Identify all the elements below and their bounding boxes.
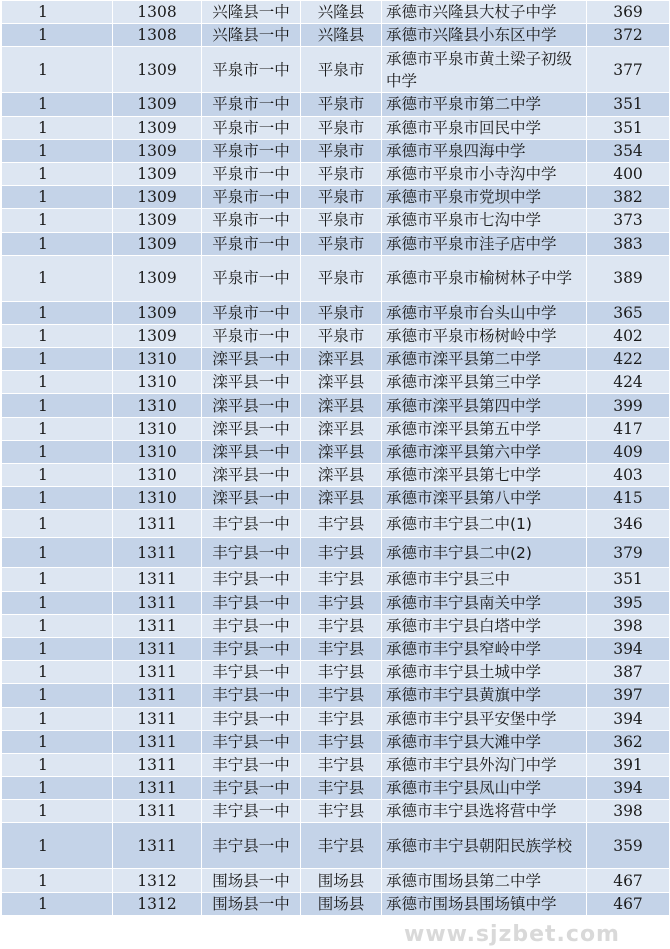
source-school-cell: 承德市滦平县第三中学 — [382, 371, 587, 394]
target-school-cell: 围场县一中 — [202, 869, 301, 892]
table-row — [2, 892, 670, 915]
source-school-cell: 承德市丰宁县外沟门中学 — [382, 753, 587, 776]
school-code-cell: 1309 — [113, 47, 202, 93]
quota-cell: 1 — [2, 116, 113, 139]
district-cell: 丰宁县 — [301, 510, 382, 538]
district-cell: 平泉市 — [301, 255, 382, 301]
school-code-cell: 1309 — [113, 139, 202, 162]
district-cell: 丰宁县 — [301, 800, 382, 823]
district-cell: 丰宁县 — [301, 637, 382, 660]
quota-cell: 1 — [2, 417, 113, 440]
table-row — [2, 232, 670, 255]
school-code-cell: 1311 — [113, 777, 202, 800]
district-cell: 滦平县 — [301, 440, 382, 463]
district-cell: 丰宁县 — [301, 753, 382, 776]
score-cell: 359 — [587, 823, 670, 869]
score-cell: 387 — [587, 661, 670, 684]
school-code-cell: 1311 — [113, 684, 202, 707]
district-cell: 平泉市 — [301, 93, 382, 116]
score-cell: 372 — [587, 24, 670, 47]
district-cell: 滦平县 — [301, 348, 382, 371]
quota-cell: 1 — [2, 162, 113, 185]
table-row — [2, 777, 670, 800]
source-school-cell: 承德市丰宁县选将营中学 — [382, 800, 587, 823]
quota-cell: 1 — [2, 209, 113, 232]
table-row — [2, 730, 670, 753]
target-school-cell: 滦平县一中 — [202, 348, 301, 371]
school-code-cell: 1311 — [113, 800, 202, 823]
source-school-cell: 承德市兴隆县大杖子中学 — [382, 1, 587, 24]
school-code-cell: 1310 — [113, 348, 202, 371]
score-cell: 394 — [587, 777, 670, 800]
target-school-cell: 平泉市一中 — [202, 232, 301, 255]
source-school-cell: 承德市丰宁县南关中学 — [382, 591, 587, 614]
table-row — [2, 1, 670, 24]
district-cell: 滦平县 — [301, 464, 382, 487]
quota-cell: 1 — [2, 47, 113, 93]
table-row — [2, 24, 670, 47]
score-cell: 399 — [587, 394, 670, 417]
source-school-cell: 承德市平泉市黄土梁子初级中学 — [382, 47, 587, 93]
target-school-cell: 丰宁县一中 — [202, 800, 301, 823]
district-cell: 丰宁县 — [301, 684, 382, 707]
table-row — [2, 417, 670, 440]
source-school-cell: 承德市丰宁县朝阳民族学校 — [382, 823, 587, 869]
quota-cell: 1 — [2, 93, 113, 116]
target-school-cell: 滦平县一中 — [202, 464, 301, 487]
table-row — [2, 464, 670, 487]
score-cell: 424 — [587, 371, 670, 394]
school-code-cell: 1311 — [113, 614, 202, 637]
source-school-cell: 承德市平泉市党坝中学 — [382, 186, 587, 209]
district-cell: 平泉市 — [301, 324, 382, 347]
target-school-cell: 平泉市一中 — [202, 255, 301, 301]
quota-cell: 1 — [2, 510, 113, 538]
district-cell: 滦平县 — [301, 394, 382, 417]
table-row — [2, 162, 670, 185]
school-code-cell: 1311 — [113, 538, 202, 568]
score-cell: 397 — [587, 684, 670, 707]
source-school-cell: 承德市丰宁县黄旗中学 — [382, 684, 587, 707]
site-watermark: www.sjzbet.com — [404, 922, 620, 947]
target-school-cell: 平泉市一中 — [202, 93, 301, 116]
source-school-cell: 承德市平泉市七沟中学 — [382, 209, 587, 232]
target-school-cell: 平泉市一中 — [202, 301, 301, 324]
source-school-cell: 承德市丰宁县二中(1) — [382, 510, 587, 538]
target-school-cell: 丰宁县一中 — [202, 591, 301, 614]
table-row — [2, 568, 670, 591]
district-cell: 丰宁县 — [301, 614, 382, 637]
score-cell: 422 — [587, 348, 670, 371]
source-school-cell: 承德市丰宁县凤山中学 — [382, 777, 587, 800]
score-cell: 379 — [587, 538, 670, 568]
score-cell: 377 — [587, 47, 670, 93]
target-school-cell: 围场县一中 — [202, 892, 301, 915]
source-school-cell: 承德市平泉市回民中学 — [382, 116, 587, 139]
school-code-cell: 1311 — [113, 568, 202, 591]
quota-cell: 1 — [2, 800, 113, 823]
score-cell: 373 — [587, 209, 670, 232]
score-cell: 382 — [587, 186, 670, 209]
target-school-cell: 滦平县一中 — [202, 417, 301, 440]
table-row — [2, 394, 670, 417]
source-school-cell: 承德市平泉市杨树岭中学 — [382, 324, 587, 347]
quota-cell: 1 — [2, 394, 113, 417]
table-row — [2, 186, 670, 209]
table-row — [2, 139, 670, 162]
table-row — [2, 371, 670, 394]
target-school-cell: 丰宁县一中 — [202, 684, 301, 707]
quota-cell: 1 — [2, 661, 113, 684]
source-school-cell: 承德市兴隆县小东区中学 — [382, 24, 587, 47]
target-school-cell: 平泉市一中 — [202, 324, 301, 347]
quota-cell: 1 — [2, 487, 113, 510]
school-code-cell: 1311 — [113, 510, 202, 538]
school-code-cell: 1309 — [113, 162, 202, 185]
school-code-cell: 1310 — [113, 417, 202, 440]
target-school-cell: 平泉市一中 — [202, 209, 301, 232]
school-code-cell: 1309 — [113, 209, 202, 232]
table-body — [2, 1, 670, 916]
district-cell: 丰宁县 — [301, 823, 382, 869]
score-cell: 400 — [587, 162, 670, 185]
district-cell: 丰宁县 — [301, 661, 382, 684]
score-cell: 346 — [587, 510, 670, 538]
score-cell: 402 — [587, 324, 670, 347]
school-code-cell: 1311 — [113, 753, 202, 776]
district-cell: 兴隆县 — [301, 1, 382, 24]
source-school-cell: 承德市丰宁县窄岭中学 — [382, 637, 587, 660]
quota-cell: 1 — [2, 464, 113, 487]
score-cell: 395 — [587, 591, 670, 614]
target-school-cell: 平泉市一中 — [202, 116, 301, 139]
school-code-cell: 1309 — [113, 116, 202, 139]
target-school-cell: 滦平县一中 — [202, 371, 301, 394]
source-school-cell: 承德市平泉市台头山中学 — [382, 301, 587, 324]
score-cell: 362 — [587, 730, 670, 753]
score-cell: 403 — [587, 464, 670, 487]
target-school-cell: 丰宁县一中 — [202, 730, 301, 753]
school-code-cell: 1311 — [113, 637, 202, 660]
score-cell: 398 — [587, 614, 670, 637]
school-code-cell: 1311 — [113, 591, 202, 614]
source-school-cell: 承德市丰宁县大滩中学 — [382, 730, 587, 753]
score-cell: 415 — [587, 487, 670, 510]
score-cell: 351 — [587, 116, 670, 139]
score-cell: 351 — [587, 93, 670, 116]
source-school-cell: 承德市滦平县第四中学 — [382, 394, 587, 417]
district-cell: 围场县 — [301, 892, 382, 915]
district-cell: 丰宁县 — [301, 707, 382, 730]
source-school-cell: 承德市丰宁县白塔中学 — [382, 614, 587, 637]
school-code-cell: 1308 — [113, 1, 202, 24]
target-school-cell: 丰宁县一中 — [202, 614, 301, 637]
target-school-cell: 平泉市一中 — [202, 186, 301, 209]
source-school-cell: 承德市平泉市小寺沟中学 — [382, 162, 587, 185]
target-school-cell: 丰宁县一中 — [202, 637, 301, 660]
target-school-cell: 丰宁县一中 — [202, 538, 301, 568]
district-cell: 兴隆县 — [301, 24, 382, 47]
source-school-cell: 承德市滦平县第六中学 — [382, 440, 587, 463]
quota-cell: 1 — [2, 24, 113, 47]
source-school-cell: 承德市滦平县第八中学 — [382, 487, 587, 510]
target-school-cell: 丰宁县一中 — [202, 510, 301, 538]
quota-cell: 1 — [2, 707, 113, 730]
score-cell: 389 — [587, 255, 670, 301]
district-cell: 滦平县 — [301, 417, 382, 440]
district-cell: 丰宁县 — [301, 777, 382, 800]
table-row — [2, 255, 670, 301]
table-row — [2, 47, 670, 93]
district-cell: 丰宁县 — [301, 568, 382, 591]
school-code-cell: 1309 — [113, 186, 202, 209]
school-code-cell: 1312 — [113, 869, 202, 892]
quota-cell: 1 — [2, 823, 113, 869]
source-school-cell: 承德市丰宁县平安堡中学 — [382, 707, 587, 730]
school-code-cell: 1309 — [113, 232, 202, 255]
target-school-cell: 丰宁县一中 — [202, 823, 301, 869]
quota-cell: 1 — [2, 892, 113, 915]
quota-cell: 1 — [2, 232, 113, 255]
quota-cell: 1 — [2, 753, 113, 776]
target-school-cell: 兴隆县一中 — [202, 24, 301, 47]
target-school-cell: 丰宁县一中 — [202, 568, 301, 591]
target-school-cell: 滦平县一中 — [202, 440, 301, 463]
table-row — [2, 800, 670, 823]
quota-cell: 1 — [2, 255, 113, 301]
source-school-cell: 承德市丰宁县二中(2) — [382, 538, 587, 568]
score-cell: 394 — [587, 707, 670, 730]
table-row — [2, 440, 670, 463]
quota-cell: 1 — [2, 538, 113, 568]
quota-cell: 1 — [2, 777, 113, 800]
table-row — [2, 707, 670, 730]
table-row — [2, 637, 670, 660]
score-cell: 391 — [587, 753, 670, 776]
source-school-cell: 承德市围场县第二中学 — [382, 869, 587, 892]
quota-cell: 1 — [2, 139, 113, 162]
school-code-cell: 1309 — [113, 255, 202, 301]
score-cell: 417 — [587, 417, 670, 440]
school-code-cell: 1309 — [113, 324, 202, 347]
quota-cell: 1 — [2, 348, 113, 371]
table-row — [2, 538, 670, 568]
table-row — [2, 753, 670, 776]
district-cell: 丰宁县 — [301, 730, 382, 753]
district-cell: 平泉市 — [301, 47, 382, 93]
quota-cell: 1 — [2, 186, 113, 209]
school-code-cell: 1310 — [113, 394, 202, 417]
table-row — [2, 869, 670, 892]
table-row — [2, 591, 670, 614]
quota-cell: 1 — [2, 568, 113, 591]
school-code-cell: 1308 — [113, 24, 202, 47]
quota-cell: 1 — [2, 371, 113, 394]
table-row — [2, 684, 670, 707]
school-code-cell: 1311 — [113, 823, 202, 869]
table-row — [2, 614, 670, 637]
district-cell: 滦平县 — [301, 371, 382, 394]
district-cell: 平泉市 — [301, 232, 382, 255]
source-school-cell: 承德市丰宁县土城中学 — [382, 661, 587, 684]
school-code-cell: 1311 — [113, 707, 202, 730]
target-school-cell: 丰宁县一中 — [202, 661, 301, 684]
table-row — [2, 324, 670, 347]
score-cell: 467 — [587, 892, 670, 915]
score-cell: 365 — [587, 301, 670, 324]
score-cell: 369 — [587, 1, 670, 24]
school-code-cell: 1311 — [113, 661, 202, 684]
score-cell: 398 — [587, 800, 670, 823]
quota-cell: 1 — [2, 869, 113, 892]
quota-cell: 1 — [2, 637, 113, 660]
school-code-cell: 1309 — [113, 301, 202, 324]
quota-cell: 1 — [2, 1, 113, 24]
score-cell: 351 — [587, 568, 670, 591]
source-school-cell: 承德市滦平县第五中学 — [382, 417, 587, 440]
source-school-cell: 承德市滦平县第七中学 — [382, 464, 587, 487]
table-row — [2, 348, 670, 371]
school-code-cell: 1311 — [113, 730, 202, 753]
source-school-cell: 承德市围场县围场镇中学 — [382, 892, 587, 915]
school-code-cell: 1312 — [113, 892, 202, 915]
district-cell: 平泉市 — [301, 301, 382, 324]
admission-score-table — [1, 0, 670, 916]
source-school-cell: 承德市平泉市洼子店中学 — [382, 232, 587, 255]
district-cell: 平泉市 — [301, 162, 382, 185]
table-row — [2, 661, 670, 684]
score-cell: 383 — [587, 232, 670, 255]
district-cell: 丰宁县 — [301, 538, 382, 568]
quota-cell: 1 — [2, 301, 113, 324]
target-school-cell: 滦平县一中 — [202, 394, 301, 417]
source-school-cell: 承德市平泉市榆树林子中学 — [382, 255, 587, 301]
target-school-cell: 丰宁县一中 — [202, 707, 301, 730]
source-school-cell: 承德市平泉四海中学 — [382, 139, 587, 162]
table-row — [2, 487, 670, 510]
district-cell: 滦平县 — [301, 487, 382, 510]
target-school-cell: 平泉市一中 — [202, 162, 301, 185]
district-cell: 平泉市 — [301, 116, 382, 139]
table-row — [2, 93, 670, 116]
target-school-cell: 滦平县一中 — [202, 487, 301, 510]
quota-cell: 1 — [2, 324, 113, 347]
school-code-cell: 1310 — [113, 440, 202, 463]
school-code-cell: 1310 — [113, 464, 202, 487]
quota-cell: 1 — [2, 684, 113, 707]
district-cell: 围场县 — [301, 869, 382, 892]
target-school-cell: 丰宁县一中 — [202, 777, 301, 800]
school-code-cell: 1310 — [113, 371, 202, 394]
table-row — [2, 209, 670, 232]
table-row — [2, 116, 670, 139]
score-cell: 467 — [587, 869, 670, 892]
district-cell: 丰宁县 — [301, 591, 382, 614]
target-school-cell: 兴隆县一中 — [202, 1, 301, 24]
quota-cell: 1 — [2, 730, 113, 753]
quota-cell: 1 — [2, 614, 113, 637]
quota-cell: 1 — [2, 591, 113, 614]
district-cell: 平泉市 — [301, 186, 382, 209]
district-cell: 平泉市 — [301, 209, 382, 232]
district-cell: 平泉市 — [301, 139, 382, 162]
score-cell: 409 — [587, 440, 670, 463]
source-school-cell: 承德市滦平县第二中学 — [382, 348, 587, 371]
score-cell: 354 — [587, 139, 670, 162]
target-school-cell: 平泉市一中 — [202, 139, 301, 162]
school-code-cell: 1310 — [113, 487, 202, 510]
quota-cell: 1 — [2, 440, 113, 463]
target-school-cell: 丰宁县一中 — [202, 753, 301, 776]
table-row — [2, 823, 670, 869]
table-row — [2, 301, 670, 324]
source-school-cell: 承德市平泉市第二中学 — [382, 93, 587, 116]
score-cell: 394 — [587, 637, 670, 660]
target-school-cell: 平泉市一中 — [202, 47, 301, 93]
source-school-cell: 承德市丰宁县三中 — [382, 568, 587, 591]
table-row — [2, 510, 670, 538]
school-code-cell: 1309 — [113, 93, 202, 116]
